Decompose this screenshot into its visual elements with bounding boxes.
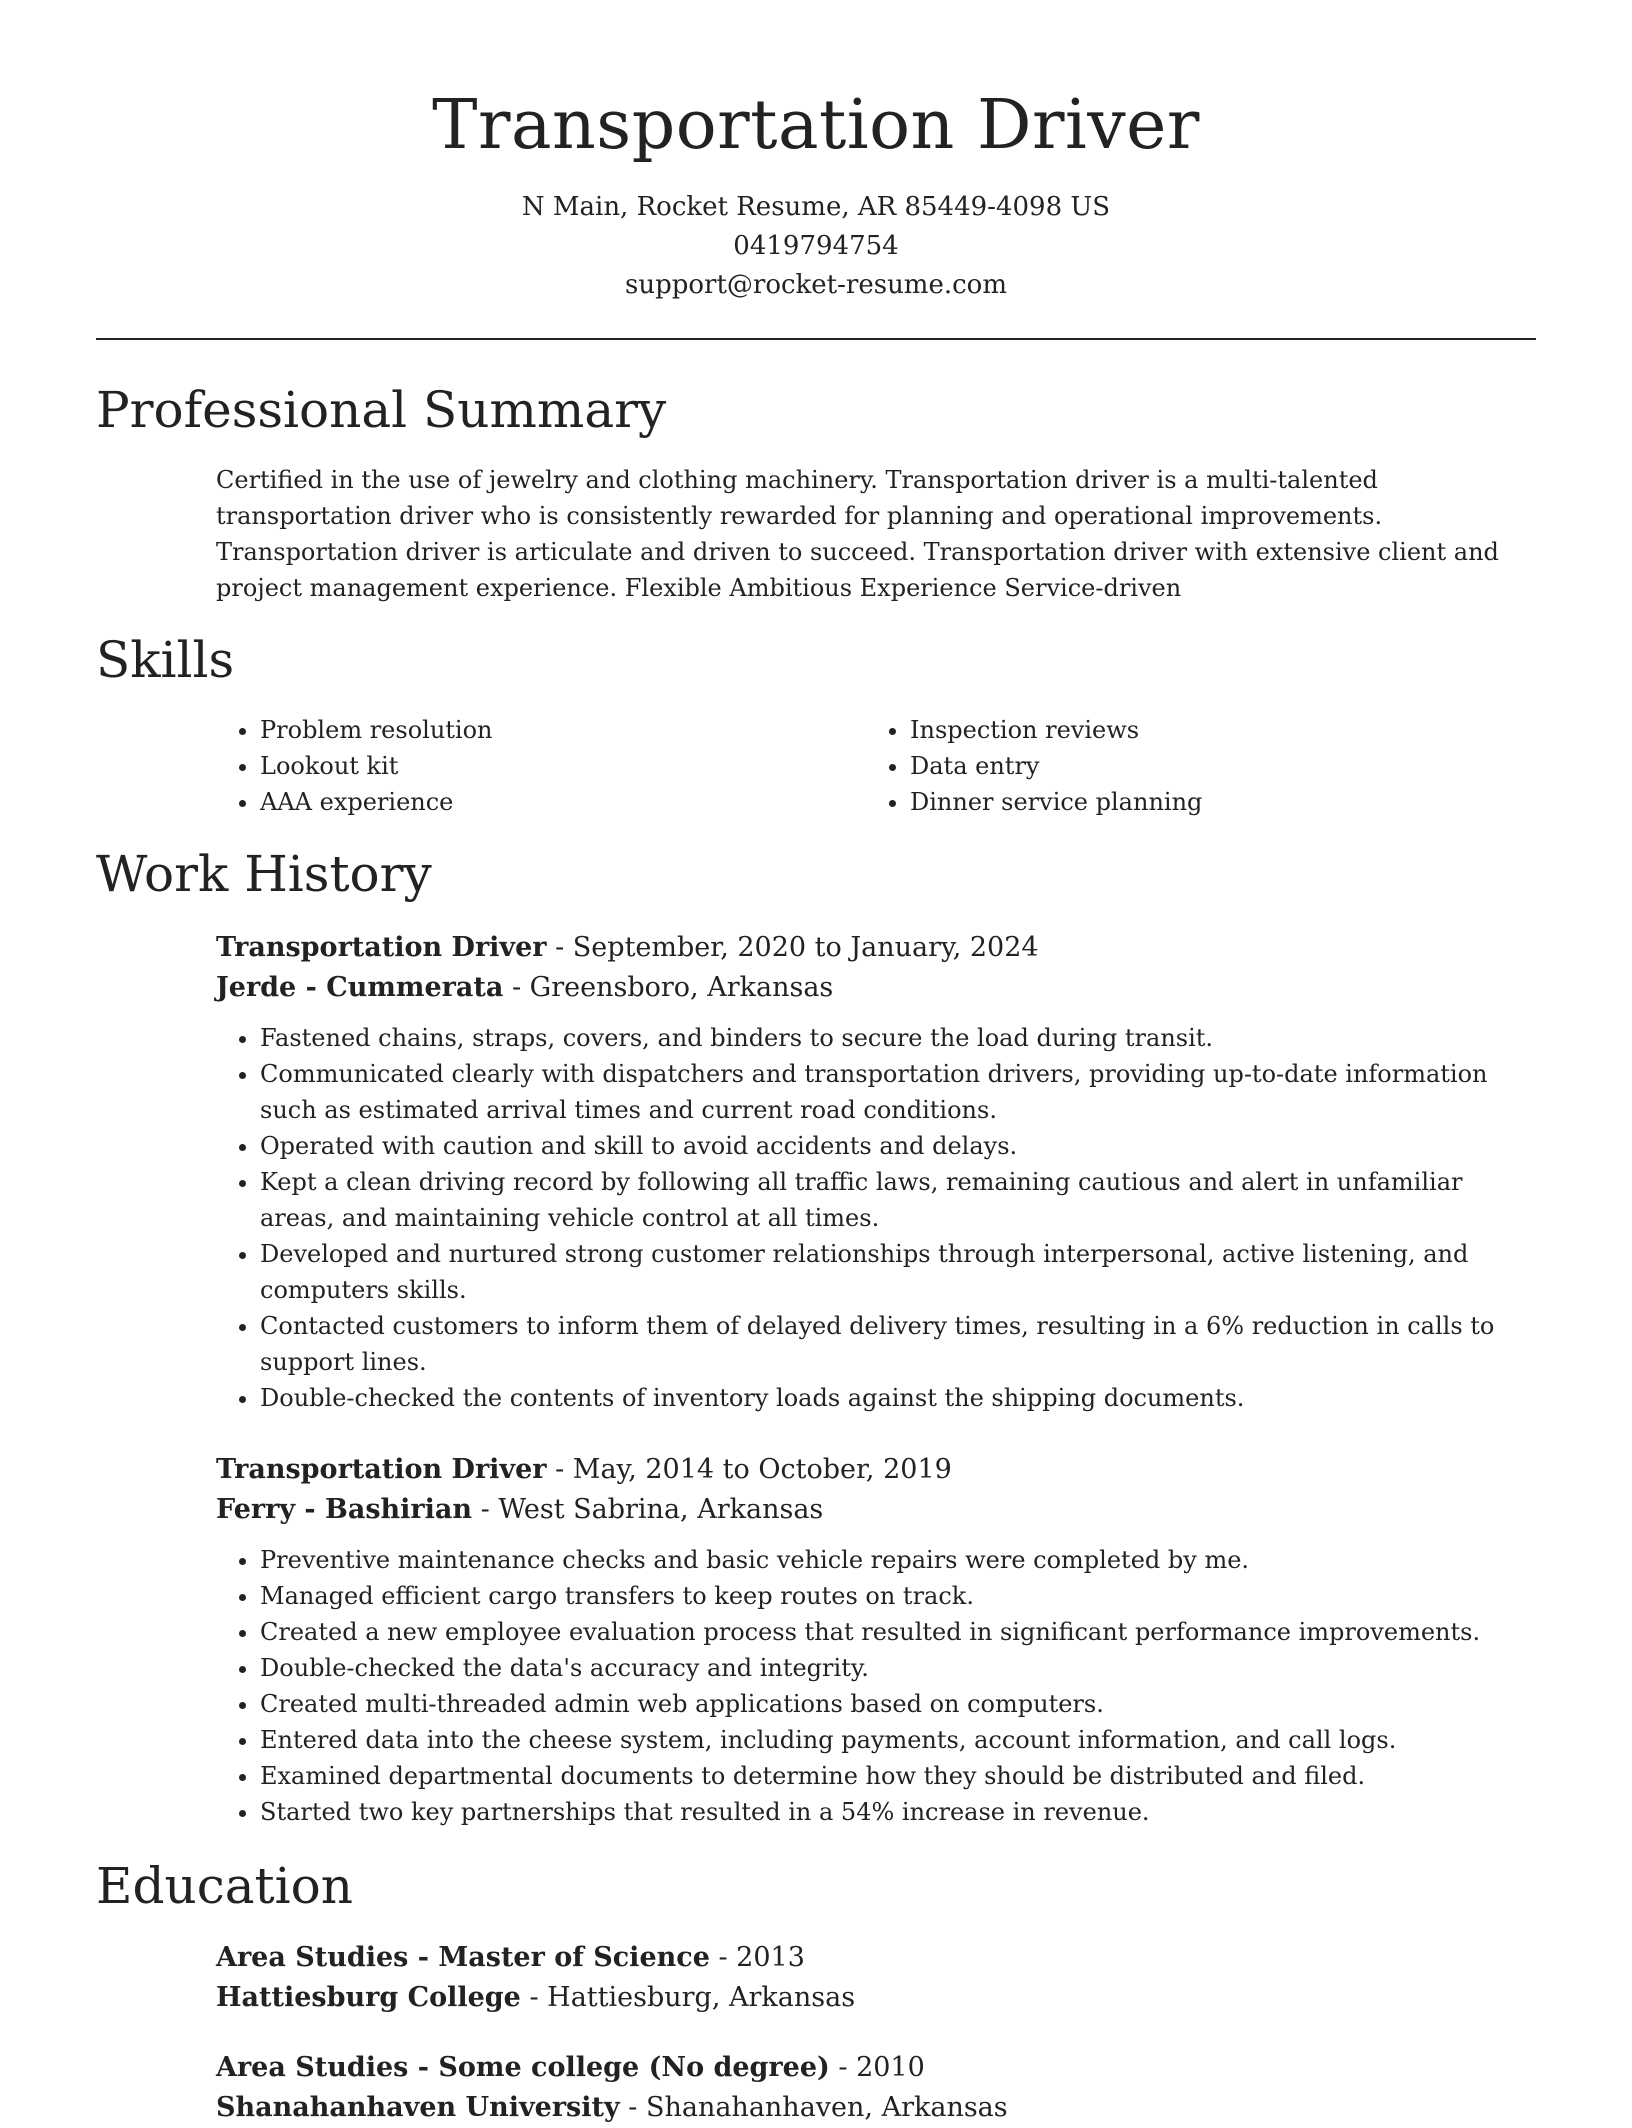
job-bullet: • Created a new employee evaluation process that resulted in significant performance improvements. bbox=[260, 1614, 1536, 1650]
job-company: Ferry - Bashirian bbox=[216, 1494, 473, 1525]
school-location: - Hattiesburg, Arkansas bbox=[520, 1982, 856, 2013]
school-name: Hattiesburg College bbox=[216, 1982, 521, 2013]
degree-line bbox=[216, 1938, 1536, 1978]
resume-page bbox=[96, 0, 1536, 2128]
summary-heading: Professional Summary bbox=[96, 381, 667, 439]
job-bullet: • Operated with caution and skill to avoid accidents and delays. bbox=[260, 1128, 1536, 1164]
job-bullet: • Developed and nurtured strong customer relationships through interpersonal, active listening, and computers skills. bbox=[260, 1236, 1536, 1308]
job-bullet: • Kept a clean driving record by following all traffic laws, remaining cautious and alert in unfamiliar areas, and maintaining vehicle control at all times. bbox=[260, 1164, 1536, 1236]
job-bullet: • Fastened chains, straps, covers, and binders to secure the load during transit. bbox=[260, 1020, 1536, 1056]
job-bullet: • Entered data into the cheese system, including payments, account information, and call logs. bbox=[260, 1722, 1536, 1758]
education-heading: Education bbox=[96, 1857, 353, 1915]
degree-line bbox=[216, 2048, 1536, 2088]
resume-header bbox=[96, 0, 1536, 305]
job-title-line bbox=[216, 1450, 1536, 1490]
skill-item: • Dinner service planning bbox=[910, 784, 1516, 820]
job-position: Transportation Driver bbox=[216, 932, 547, 963]
job-bullet: • Started two key partnerships that resulted in a 54% increase in revenue. bbox=[260, 1794, 1536, 1830]
job-company-line bbox=[216, 1490, 1536, 1530]
job-bullets bbox=[216, 1542, 1536, 1830]
job-bullet: • Preventive maintenance checks and basic vehicle repairs were completed by me. bbox=[260, 1542, 1536, 1578]
job-bullet: • Double-checked the contents of inventory loads against the shipping documents. bbox=[260, 1380, 1536, 1416]
school-line bbox=[216, 2088, 1536, 2128]
job-company: Jerde - Cummerata bbox=[216, 972, 504, 1003]
skills-column-left bbox=[216, 712, 866, 820]
work-history-heading: Work History bbox=[96, 845, 432, 903]
skills-list bbox=[216, 712, 1536, 820]
candidate-name: Transportation Driver bbox=[432, 86, 1200, 165]
skill-item: • Lookout kit bbox=[260, 748, 866, 784]
job-bullet: • Managed efficient cargo transfers to keep routes on track. bbox=[260, 1578, 1536, 1614]
job-bullet: • Double-checked the data's accuracy and integrity. bbox=[260, 1650, 1536, 1686]
school-name: Shanahanhaven University bbox=[216, 2092, 620, 2123]
degree: Area Studies - Master of Science bbox=[216, 1942, 710, 1973]
job-bullet: • Communicated clearly with dispatchers and transportation drivers, providing up-to-date information such as estimated arrival times and current road conditions. bbox=[260, 1056, 1536, 1128]
address: N Main, Rocket Resume, AR 85449-4098 US bbox=[521, 192, 1111, 222]
degree: Area Studies - Some college (No degree) bbox=[216, 2052, 830, 2083]
skill-item: • Data entry bbox=[910, 748, 1516, 784]
phone-number: 0419794754 bbox=[733, 231, 899, 261]
skills-heading: Skills bbox=[96, 631, 235, 689]
graduation-year: - 2010 bbox=[829, 2052, 925, 2083]
skills-column-right bbox=[866, 712, 1516, 820]
job-bullet: • Examined departmental documents to determine how they should be distributed and filed. bbox=[260, 1758, 1536, 1794]
summary-text: Certified in the use of jewelry and clothing machinery. Transportation driver is a multi-talented transportation driver who is consistently rewarded for planning and operational improvements. Transportation driver is articulate and driven to succeed. Transportation driver with extensive client and project management experience. Flexible Ambitious Experience Service-driven bbox=[216, 466, 1499, 602]
job-bullet: • Created multi-threaded admin web applications based on computers. bbox=[260, 1686, 1536, 1722]
education-entry bbox=[216, 2048, 1536, 2128]
job-location: - West Sabrina, Arkansas bbox=[472, 1494, 824, 1525]
job-bullets bbox=[216, 1020, 1536, 1416]
job-title-line bbox=[216, 928, 1536, 968]
job-entry bbox=[216, 1450, 1536, 1830]
skill-item: • Problem resolution bbox=[260, 712, 866, 748]
contact-info bbox=[96, 188, 1536, 305]
skill-item: • AAA experience bbox=[260, 784, 866, 820]
job-dates: - May, 2014 to October, 2019 bbox=[546, 1454, 952, 1485]
email-address: support@rocket-resume.com bbox=[624, 270, 1007, 300]
job-company-line bbox=[216, 968, 1536, 1008]
skill-item: • Inspection reviews bbox=[910, 712, 1516, 748]
job-bullet: • Contacted customers to inform them of delayed delivery times, resulting in a 6% reduction in calls to support lines. bbox=[260, 1308, 1536, 1380]
job-position: Transportation Driver bbox=[216, 1454, 547, 1485]
job-entry bbox=[216, 928, 1536, 1416]
school-location: - Shanahanhaven, Arkansas bbox=[619, 2092, 1008, 2123]
job-dates: - September, 2020 to January, 2024 bbox=[546, 932, 1039, 963]
graduation-year: - 2013 bbox=[709, 1942, 805, 1973]
school-line bbox=[216, 1978, 1536, 2018]
header-divider bbox=[96, 338, 1536, 340]
job-location: - Greensboro, Arkansas bbox=[503, 972, 834, 1003]
education-entry bbox=[216, 1938, 1536, 2018]
